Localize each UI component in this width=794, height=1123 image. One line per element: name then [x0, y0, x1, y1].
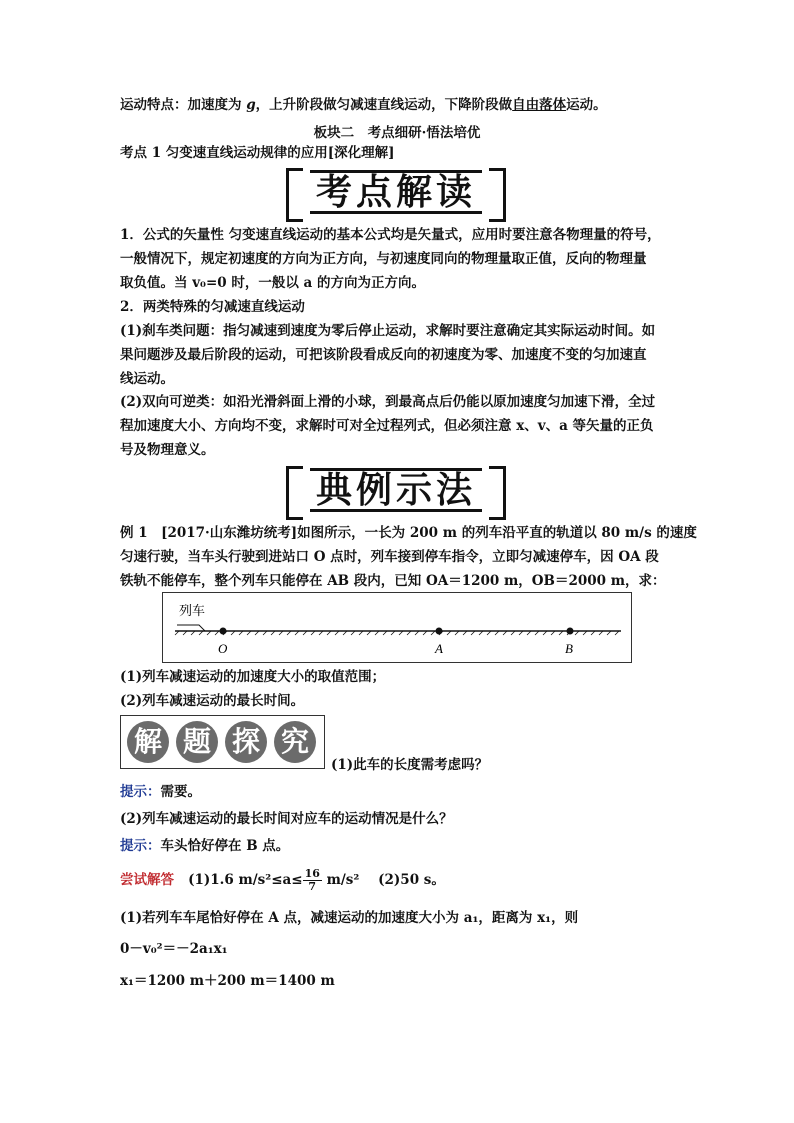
hint-1-label: 提示： [120, 784, 161, 800]
track-diagram [163, 593, 631, 662]
reading-p4-line3: 号及物理意义。 [120, 442, 215, 458]
reading-p3-line1: (1)刹车类问题：指匀减速到速度为零后停止运动，求解时要注意确定其实际运动时间。如 [120, 323, 656, 339]
reading-p4-line1: (2)双向可逆类：如沿光滑斜面上滑的小球，到最高点后仍能以原加速度匀加速下滑，全过 [120, 394, 656, 410]
train-label: 列车 [179, 603, 206, 618]
example-line1: 例 1 [2017·山东潍坊统考]如图所示，一长为 200 m 的列车沿平直的轨道以 80 m/s 的速度 [120, 525, 697, 541]
topic-heading: 考点 1 匀变速直线运动规律的应用[深化理解] [120, 145, 395, 161]
point-o-label: O [218, 641, 228, 656]
reading-p3-line2: 果问题涉及最后阶段的运动，可把该阶段看成反向的初速度为零、加速度不变的匀加速直 [120, 347, 647, 363]
banner-dianli [286, 466, 506, 514]
fraction-denominator: 7 [308, 880, 317, 893]
hint-1 [120, 783, 201, 801]
intro-text-b: ，上升阶段做匀减速直线运动，下降阶段做 [255, 97, 513, 113]
point-a-dot [436, 628, 443, 635]
explore-char-4: 究 [274, 721, 316, 763]
reading-p1-line1: 1．公式的矢量性 匀变速直线运动的基本公式均是矢量式，应用时要注意各物理量的符号， [120, 227, 661, 243]
answer-part1-a: (1)1.6 m/s²≤a≤ [188, 872, 303, 888]
point-o-dot [220, 628, 227, 635]
banner-kaodian-text: 考点解读 [315, 171, 476, 213]
intro-text-a: 运动特点：加速度为 [120, 97, 247, 113]
banner-dianli-text: 典例示法 [315, 469, 476, 511]
fraction-numerator: 16 [304, 867, 320, 880]
answer-label: 尝试解答 [120, 872, 174, 888]
example-line2: 匀速行驶，当车头行驶到进站口 O 点时，列车接到停车指令，立即匀减速停车，因 OA 段 [120, 549, 659, 565]
reading-p2-title: 2．两类特殊的匀减速直线运动 [120, 299, 305, 315]
question-2: (2)列车减速运动的最长时间。 [120, 693, 305, 709]
explore-char-2: 题 [176, 721, 218, 763]
point-a-label: A [435, 641, 443, 656]
explore-banner [120, 715, 325, 769]
point-b-label: B [565, 641, 573, 656]
question-1: (1)列车减速运动的加速度大小的取值范围； [120, 669, 386, 685]
example-line3: 铁轨不能停车，整个列车只能停在 AB 段内，已知 OA＝1200 m，OB＝2000 m，求： [120, 573, 666, 589]
solution-line1: (1)若列车车尾恰好停在 A 点，减速运动的加速度大小为 a₁，距离为 x₁，则 [120, 910, 579, 926]
hint-2 [120, 837, 289, 855]
point-b-dot [567, 628, 574, 635]
explore-question-2: (2)列车减速运动的最长时间对应车的运动情况是什么？ [120, 811, 453, 827]
answer-part1-b: m/s² [321, 872, 360, 888]
reading-p4-line2: 程加速度大小、方向均不变，求解时可对全过程列式，但必须注意 x、v、a 等矢量的正负 [120, 418, 654, 434]
answer-part2: (2)50 s。 [378, 872, 445, 888]
hint-1-text: 需要。 [160, 784, 201, 800]
train-shape [177, 625, 205, 631]
explore-char-3: 探 [225, 721, 267, 763]
intro-underline: 自由落体 [512, 97, 567, 113]
reading-p1-line2: 一般情况下，规定初速度的方向为正方向，与初速度同向的物理量取正值，反向的物理量 [120, 251, 647, 267]
answer-fraction [303, 868, 322, 893]
answer-line [120, 867, 445, 893]
explore-question-1: (1)此车的长度需考虑吗？ [331, 757, 489, 773]
explore-char-1: 解 [127, 721, 169, 763]
reading-p3-line3: 线运动。 [120, 371, 174, 387]
intro-text-c: 运动。 [566, 97, 607, 113]
solution-line2: 0－v₀²＝－2a₁x₁ [120, 941, 228, 957]
banner-kaodian [286, 168, 506, 216]
hint-2-text: 车头恰好停在 B 点。 [160, 838, 290, 854]
reading-p1-line3: 取负值。当 v₀=0 时，一般以 a 的方向为正方向。 [120, 275, 426, 291]
intro-line [120, 96, 607, 114]
track-figure [162, 592, 632, 663]
intro-g: g [246, 97, 256, 113]
section-title: 板块二 考点细研·悟法培优 [313, 125, 481, 141]
solution-line3: x₁＝1200 m＋200 m＝1400 m [120, 973, 335, 989]
hint-2-label: 提示： [120, 838, 161, 854]
